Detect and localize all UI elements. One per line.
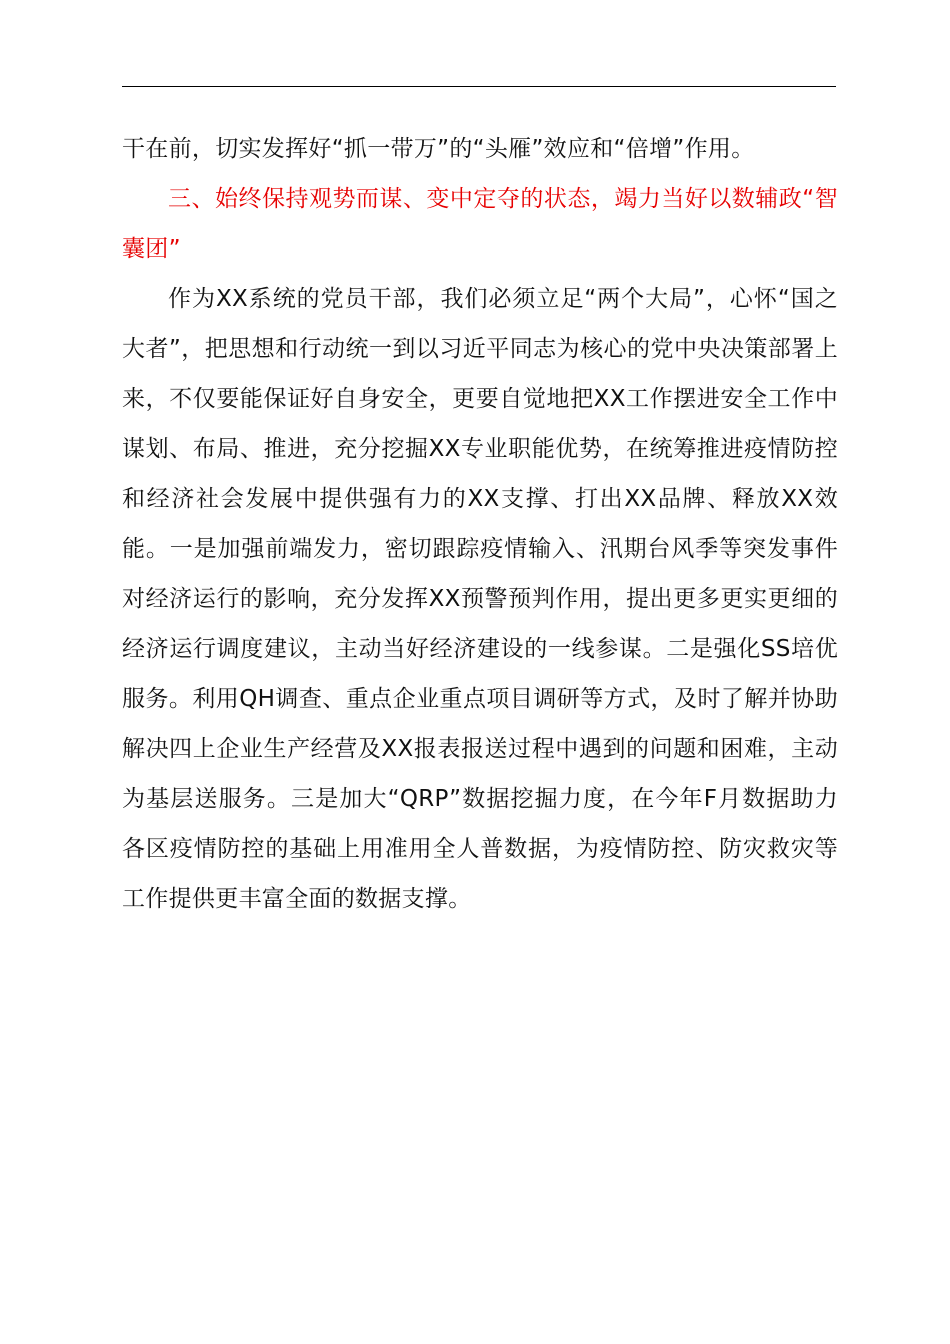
section-heading: 三、始终保持观势而谋、变中定夺的状态，竭力当好以数辅政“智囊团” [122,186,838,262]
body-paragraph: 作为XX系统的党员干部，我们必须立足“两个大局”，心怀“国之大者”，把思想和行动统一到以习近平同志为核心的党中央决策部署上来，不仅要能保证好自身安全，更要自觉地把XX工作摆进安全工作中谋划、布局、推进，充分挖掘XX专业职能优势，在统筹推进疫情防控和经济社会发展中提供强有力的XX支撑、打出XX品牌、释放XX效能。一是加强前端发力，密切跟踪疫情输入、汛期台风季等突发事件对经济运行的影响，充分发挥XX预警预判作用，提出更多更实更细的经济运行调度建议，主动当好经济建设的一线参谋。二是强化SS培优服务。利用QH调查、重点企业重点项目调研等方式，及时了解并协助解决四上企业生产经营及XX报表报送过程中遇到的问题和困难，主动为基层送服务。三是加大“QRP”数据挖掘力度，在今年F月数据助力各区疫情防控的基础上用准用全人普数据，为疫情防控、防灾救灾等工作提供更丰富全面的数据支撑。 [122,286,838,912]
document-body [122,124,838,924]
header-rule [122,86,836,87]
continuation-paragraph: 干在前，切实发挥好“抓一带万”的“头雁”效应和“倍增”作用。 [122,136,755,162]
